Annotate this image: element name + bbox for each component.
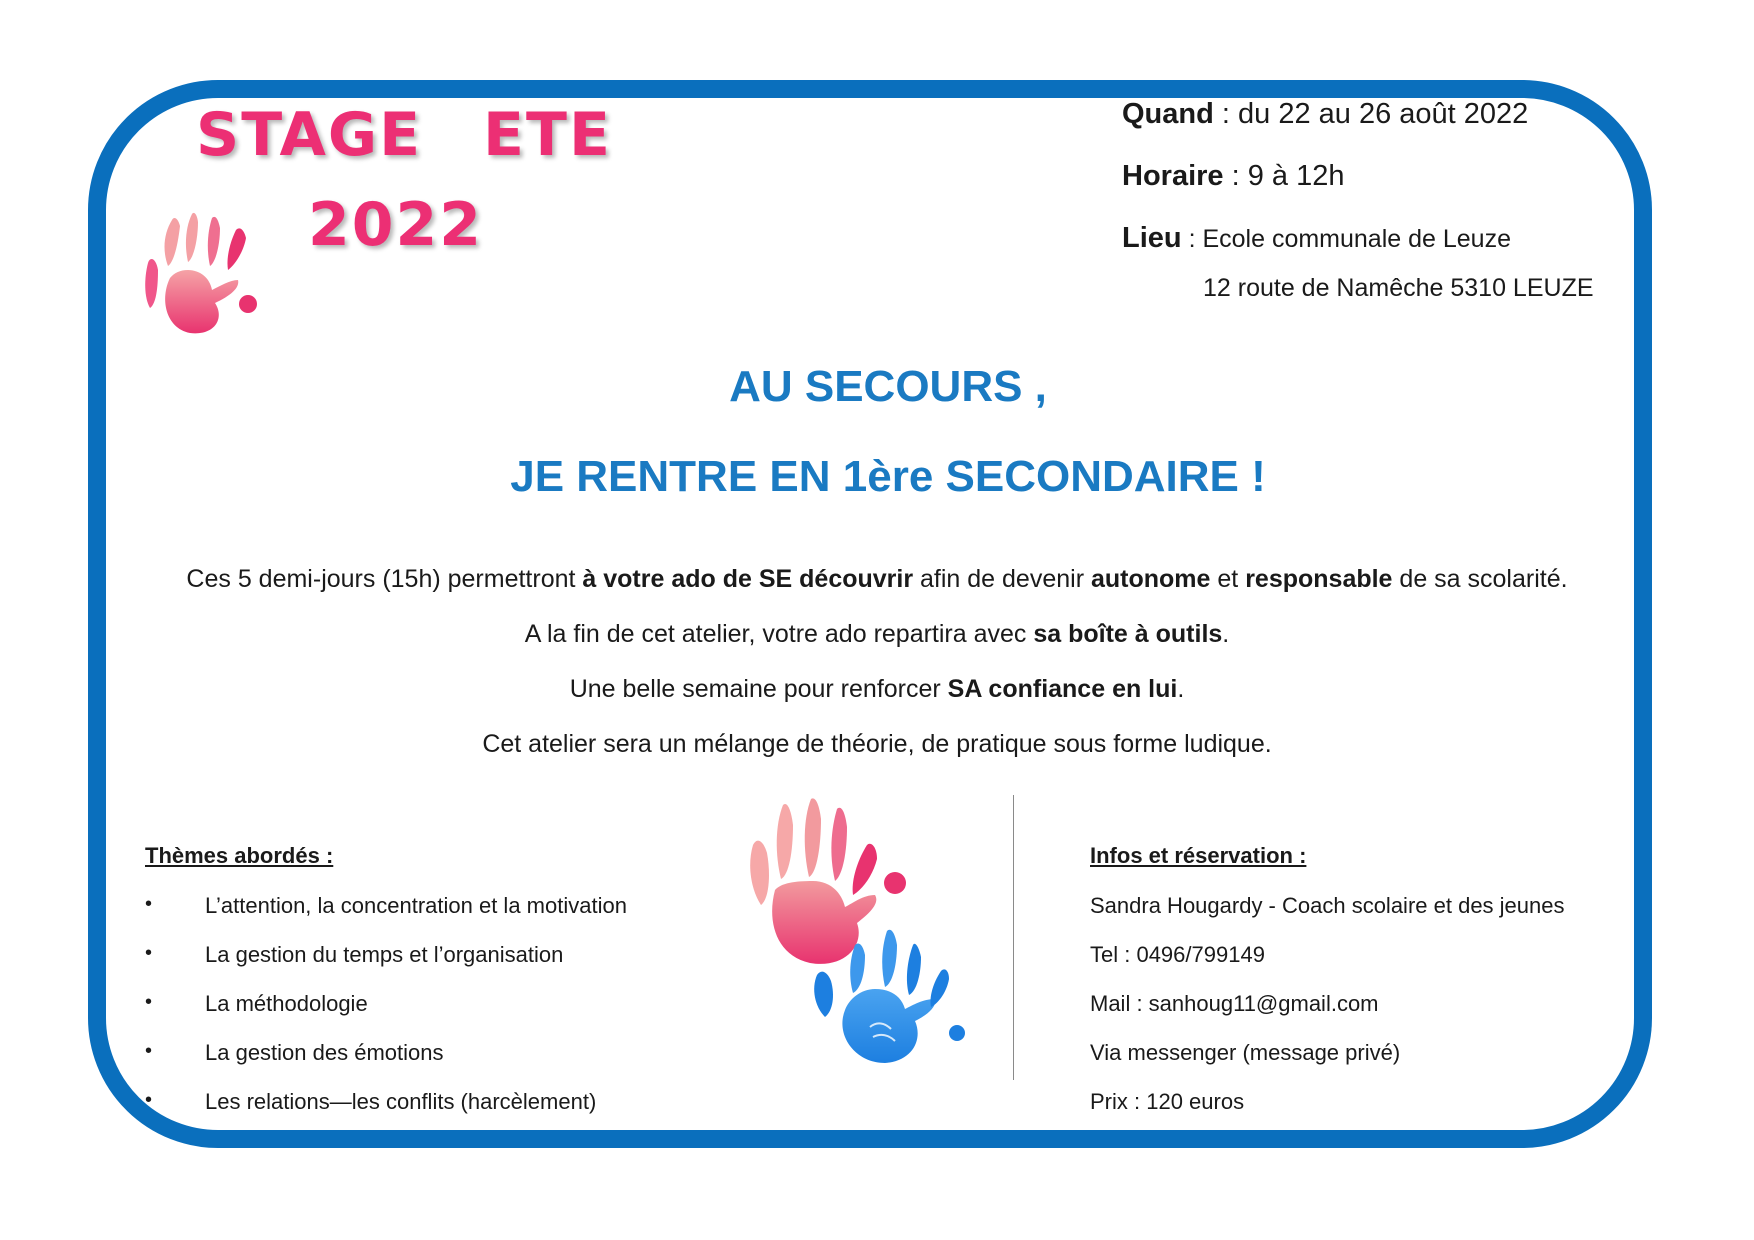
theme-item-text: La gestion des émotions [205, 1040, 444, 1065]
p1-bold-discover: à votre ado de SE découvrir [582, 565, 914, 593]
stage-title-year: 2022 [308, 190, 483, 260]
description-paragraph-2 [0, 620, 1754, 649]
infos-title: Infos et réservation : [1090, 843, 1307, 868]
infos-contact-name: Sandra Hougardy - Coach scolaire et des jeunes [1090, 893, 1565, 918]
schedule-value: : 9 à 12h [1223, 160, 1345, 192]
p2-bold-toolbox: sa boîte à outils [1033, 620, 1223, 648]
place-value: : Ecole communale de Leuze [1181, 225, 1511, 253]
schedule-label: Horaire [1122, 160, 1224, 192]
place-label: Lieu [1122, 222, 1182, 254]
bullet-icon: • [145, 1040, 153, 1062]
p1-bold-responsible: responsable [1245, 565, 1393, 593]
when-label: Quand [1122, 98, 1214, 130]
description-paragraph-3 [0, 675, 1754, 704]
info-when [1122, 98, 1528, 131]
themes-title: Thèmes abordés : [145, 843, 334, 868]
when-value: : du 22 au 26 août 2022 [1213, 98, 1529, 130]
description-paragraph-4: Cet atelier sera un mélange de théorie, de pratique sous forme ludique. [482, 730, 1272, 758]
p1-text-g: de sa scolarité. [1392, 565, 1568, 593]
theme-item-text: Les relations—les conflits (harcèlement) [205, 1089, 597, 1114]
infos-price: Prix : 120 euros [1090, 1089, 1245, 1114]
bullet-icon: • [145, 991, 153, 1013]
p3-text-c: . [1177, 675, 1185, 703]
bullet-icon: • [145, 893, 153, 915]
bullet-icon: • [145, 1089, 153, 1111]
p1-bold-autonomous: autonome [1090, 565, 1211, 593]
headline-line2: JE RENTRE EN 1ère SECONDAIRE ! [510, 452, 1266, 501]
theme-item-text: La méthodologie [205, 991, 368, 1016]
info-schedule [1122, 160, 1344, 193]
p2-text-a: A la fin de cet atelier, votre ado repartira avec [524, 620, 1034, 648]
infos-phone: Tel : 0496/799149 [1090, 942, 1265, 967]
p3-bold-confidence: SA confiance en lui [947, 675, 1178, 703]
p1-text-c: afin de devenir [913, 565, 1091, 593]
info-place [1122, 222, 1511, 255]
pink-handprint-icon [140, 208, 270, 338]
p1-text-a: Ces 5 demi-jours (15h) permettront [186, 565, 583, 593]
themes-list [145, 893, 705, 1133]
theme-item-text: L’attention, la concentration et la motivation [205, 893, 627, 918]
p3-text-a: Une belle semaine pour renforcer [569, 675, 948, 703]
bullet-icon: • [145, 942, 153, 964]
infos-messenger: Via messenger (message privé) [1090, 1040, 1401, 1065]
vertical-divider [1013, 795, 1014, 1080]
stage-title-line1: STAGE ETE [196, 100, 612, 170]
p1-text-e: et [1210, 565, 1246, 593]
p2-text-c: . [1222, 620, 1230, 648]
place-address: 12 route de Namêche 5310 LEUZE [1203, 274, 1594, 302]
theme-item-text: La gestion du temps et l’organisation [205, 942, 564, 967]
headline-line1: AU SECOURS , [729, 362, 1047, 411]
description-paragraph-1 [0, 565, 1754, 594]
infos-email[interactable]: Mail : sanhoug11@gmail.com [1090, 991, 1379, 1016]
pink-and-blue-handprints-icon [745, 795, 1015, 1075]
